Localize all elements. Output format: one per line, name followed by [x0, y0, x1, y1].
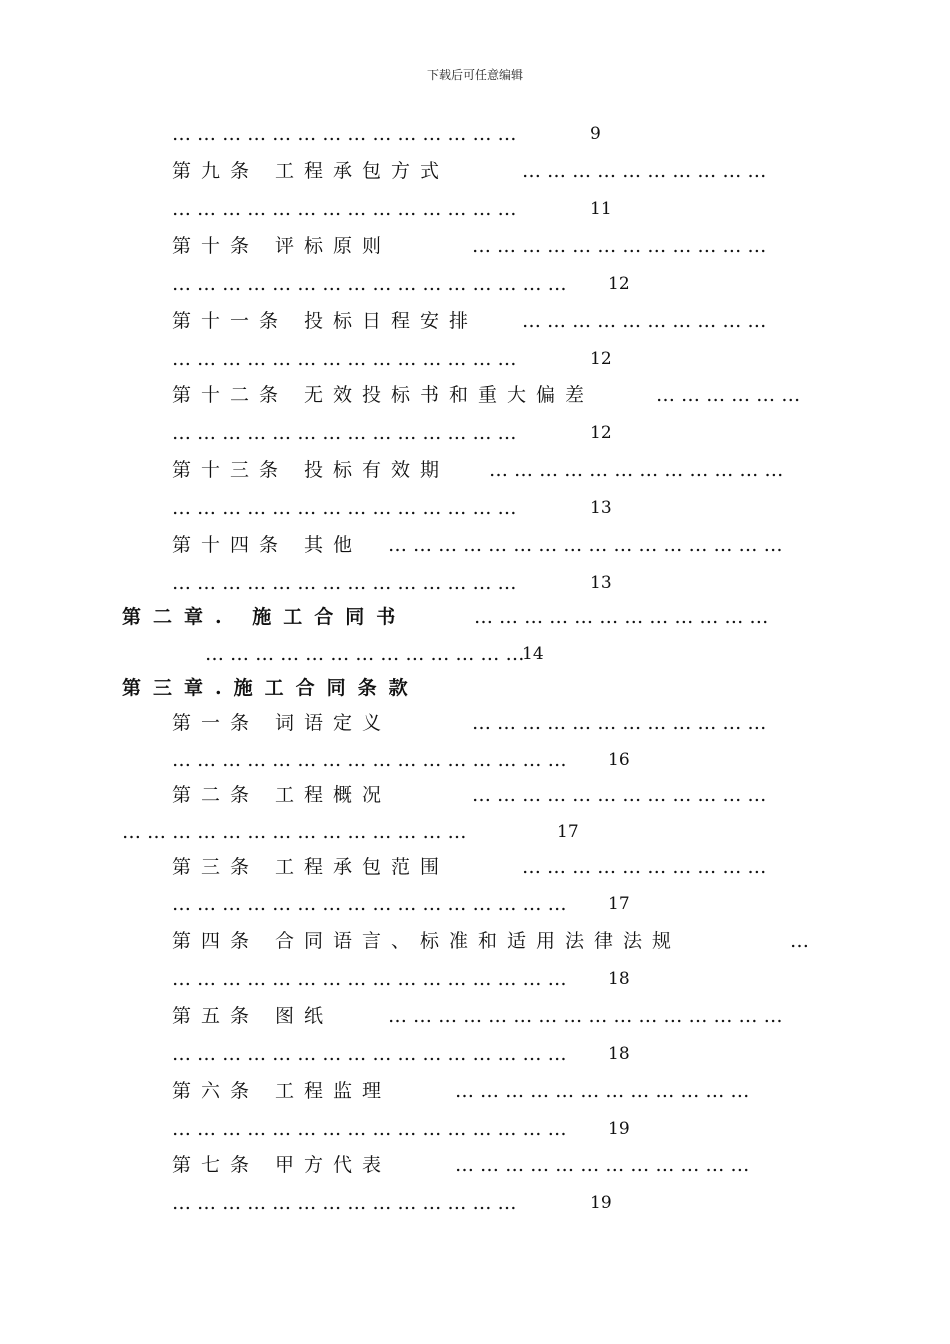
- toc-page-number: 18: [608, 1044, 630, 1064]
- toc-chapter-heading: 第三章.施工合同条款: [122, 677, 420, 699]
- toc-page-number: 16: [608, 750, 630, 770]
- toc-dots: … … … … … … … … … … … … … …: [172, 1192, 517, 1214]
- toc-dots: … … … … … … … … … … … …: [472, 235, 767, 257]
- toc-entry-label: 第五条 图纸: [172, 1005, 334, 1027]
- toc-page-number: 13: [590, 573, 612, 593]
- toc-page-number: 17: [557, 822, 579, 842]
- toc-dots: … … … … … … … … … … … … … …: [172, 198, 517, 220]
- toc-dots: … … … … … … … … … … … … … …: [172, 497, 517, 519]
- toc-dots: … … … … … … … … … … … …: [472, 712, 767, 734]
- toc-dots: … … … … … … … … … … … … … …: [122, 821, 467, 843]
- toc-dots: … … … … … … … … … … … …: [474, 606, 769, 628]
- toc-dots: … … … … … … … … … … … … … …: [172, 572, 517, 594]
- toc-dots: … … … … … … … … … … … … … … … …: [172, 273, 567, 295]
- toc-entry-label: 第九条 工程承包方式: [172, 160, 450, 182]
- toc-dots: … … … … … … … … … … … … … … … …: [172, 1118, 567, 1140]
- toc-dots: …: [790, 930, 809, 952]
- toc-page-number: 14: [522, 644, 544, 664]
- toc-dots: … … … … … … … … … … … … … …: [172, 348, 517, 370]
- toc-page-number: 19: [608, 1119, 630, 1139]
- toc-dots: … … … … … … … … … … … …: [472, 784, 767, 806]
- toc-entry-label: 第十一条 投标日程安排: [172, 310, 479, 332]
- toc-dots: … … … … … … … … … … … …: [489, 459, 784, 481]
- toc-page-number: 13: [590, 498, 612, 518]
- toc-dots: … … … … … … … … … …: [522, 856, 767, 878]
- toc-chapter-heading: 第二章. 施工合同书: [122, 606, 408, 628]
- toc-entry-label: 第十条 评标原则: [172, 235, 392, 257]
- toc-page-number: 11: [590, 199, 612, 219]
- toc-dots: … … … … … …: [656, 384, 801, 406]
- toc-dots: … … … … … … … … … … … … … …: [172, 422, 517, 444]
- toc-dots: … … … … … … … … … … … …: [455, 1080, 750, 1102]
- toc-dots: … … … … … … … … … … … … … … … …: [388, 534, 783, 556]
- toc-entry-label: 第四条 合同语言、标准和适用法律法规: [172, 930, 682, 952]
- toc-dots: … … … … … … … … … … … … … …: [172, 123, 517, 145]
- toc-page-number: 19: [590, 1193, 612, 1213]
- toc-dots: … … … … … … … … … … … … … … … …: [172, 1043, 567, 1065]
- toc-dots: … … … … … … … … … …: [522, 160, 767, 182]
- toc-entry-label: 第十二条 无效投标书和重大偏差: [172, 384, 595, 406]
- toc-page-number: 12: [590, 349, 612, 369]
- toc-page-number: 17: [608, 894, 630, 914]
- toc-dots: … … … … … … … … … … … … … … … …: [172, 749, 567, 771]
- toc-dots: … … … … … … … … … …: [522, 310, 767, 332]
- toc-dots: … … … … … … … … … … … … … … … …: [172, 893, 567, 915]
- toc-page-number: 12: [608, 274, 630, 294]
- toc-entry-label: 第十三条 投标有效期: [172, 459, 450, 481]
- toc-page-number: 18: [608, 969, 630, 989]
- toc-page-number: 9: [590, 124, 601, 144]
- page-header: 下载后可任意编辑: [426, 68, 523, 82]
- toc-entry-label: 第六条 工程监理: [172, 1080, 392, 1102]
- toc-dots: … … … … … … … … … … … … … … … …: [388, 1005, 783, 1027]
- toc-dots: … … … … … … … … … … … …: [455, 1154, 750, 1176]
- toc-dots: … … … … … … … … … … … … … … … …: [172, 968, 567, 990]
- toc-entry-label: 第十四条 其他: [172, 534, 363, 556]
- toc-page-number: 12: [590, 423, 612, 443]
- toc-entry-label: 第二条 工程概况: [172, 784, 392, 806]
- toc-entry-label: 第一条 词语定义: [172, 712, 392, 734]
- toc-entry-label: 第三条 工程承包范围: [172, 856, 450, 878]
- toc-dots: … … … … … … … … … … … … …: [205, 643, 525, 665]
- toc-entry-label: 第七条 甲方代表: [172, 1154, 392, 1176]
